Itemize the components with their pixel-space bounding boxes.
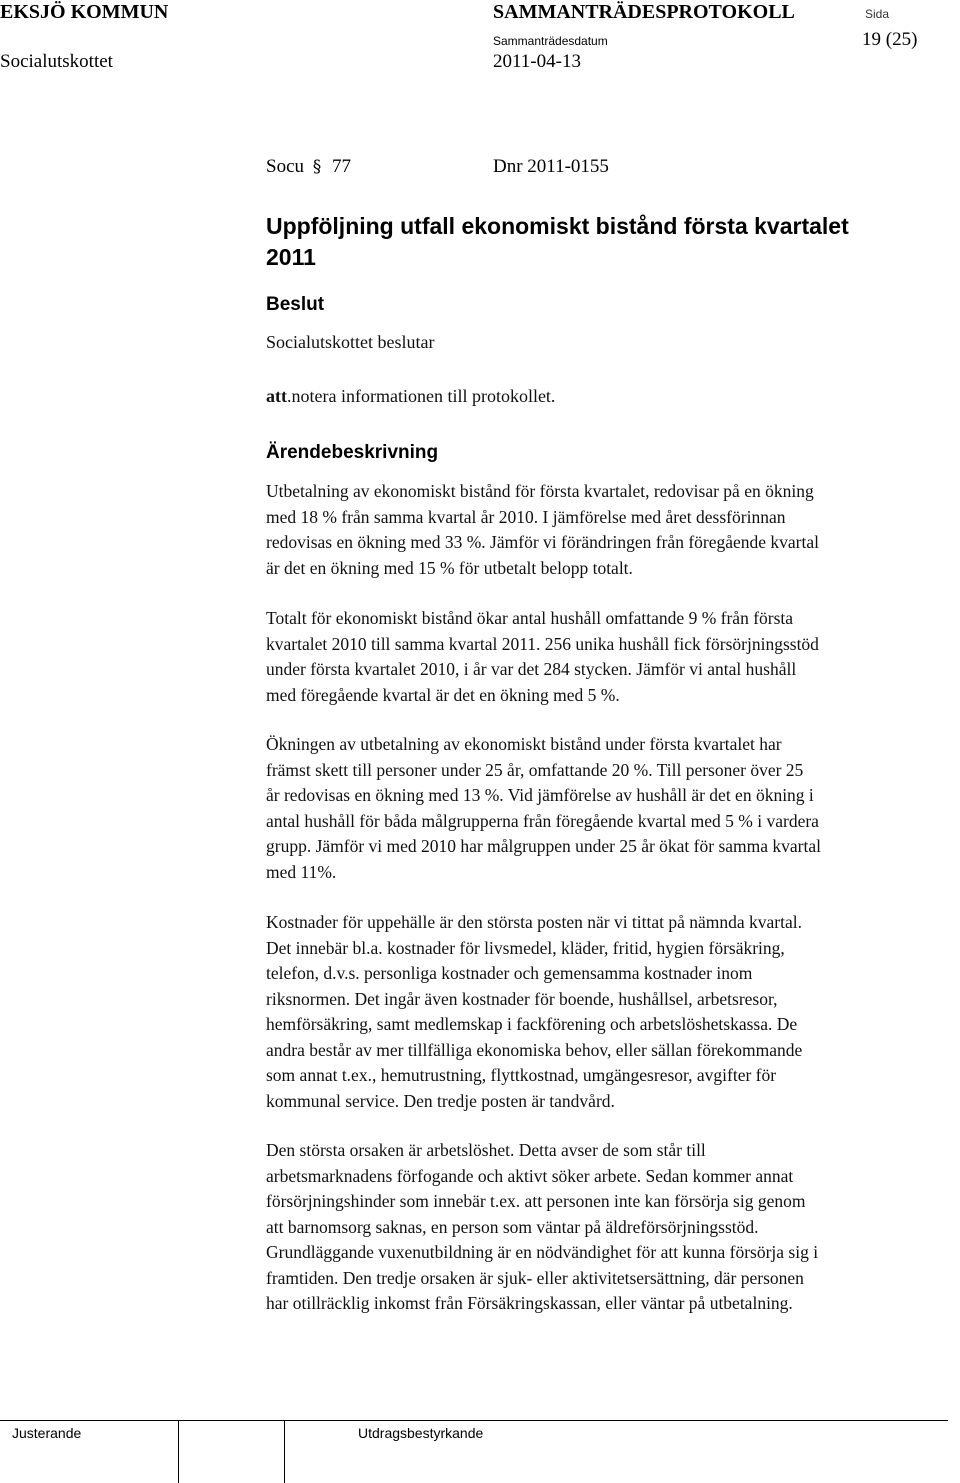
meeting-date: 2011-04-13 bbox=[493, 51, 581, 72]
page-number: 19 (25) bbox=[862, 29, 918, 50]
case-number: Dnr 2011-0155 bbox=[493, 156, 609, 177]
description-heading: Ärendebeskrivning bbox=[266, 442, 439, 463]
signature-box-divider bbox=[284, 1421, 285, 1483]
text-line: som annat t.ex., hemutrustning, flyttkostnad, umgängesresor, avgifter för bbox=[266, 1065, 777, 1085]
text-line: under första kvartalet 2010, i år var det 284 stycken. Jämför vi antal hushåll bbox=[266, 659, 797, 679]
text-line: Totalt för ekonomiskt bistånd ökar antal hushåll omfattande 9 % från första bbox=[266, 608, 794, 628]
text-line: hemförsäkring, samt medlemskap i fackförening och arbetslöshetskassa. De bbox=[266, 1014, 798, 1034]
page-label: Sida bbox=[865, 7, 890, 21]
text-line: framtiden. Den tredje orsaken är sjuk- eller aktivitetsersättning, där personen bbox=[266, 1267, 804, 1288]
text-line: riksnormen. Det ingår även kostnader för boende, hushållsel, arbetsresor, bbox=[266, 988, 778, 1009]
paragraph-prefix: Socu bbox=[266, 156, 304, 177]
document-type: SAMMANTRÄDESPROTOKOLL bbox=[493, 1, 795, 23]
org-name: EKSJÖ KOMMUN bbox=[0, 1, 169, 23]
text-line: år redovisas en ökning med 13 %. Vid jämförelse av hushåll är det en ökning i bbox=[266, 785, 814, 805]
text-line: med 11%. bbox=[266, 861, 337, 882]
signature-box-divider bbox=[178, 1421, 179, 1483]
decision-item-keyword: att bbox=[266, 386, 287, 406]
text-line: Utbetalning av ekonomiskt bistånd för första kvartalet, redovisar på en ökning bbox=[266, 481, 814, 501]
text-line: kommunal service. Den tredje posten är tandvård. bbox=[266, 1090, 615, 1111]
title-line: 2011 bbox=[266, 244, 316, 270]
text-line: kvartalet 2010 till samma kvartal 2011. 256 unika hushåll fick försörjningsstöd bbox=[266, 633, 819, 654]
text-line: redovisas en ökning med 33 %. Jämför vi förändringen från föregående kvartal bbox=[266, 532, 820, 552]
text-line: att barnomsorg saknas, en person som väntar på äldreförsörjningsstöd. bbox=[266, 1216, 759, 1237]
page-title bbox=[266, 211, 849, 273]
description-paragraph-2 bbox=[266, 606, 960, 708]
text-line: antal hushåll för båda målgrupperna från föregående kvartal med 5 % i vardera bbox=[266, 810, 819, 831]
text-line: med föregående kvartal är det en ökning med 5 %. bbox=[266, 684, 620, 705]
text-line: telefon, d.v.s. personliga kostnader och gemensamma kostnader inom bbox=[266, 963, 753, 983]
text-line: Kostnader för uppehälle är den största posten när vi tittat på nämnda kvartal. bbox=[266, 912, 803, 932]
description-paragraph-3 bbox=[266, 732, 960, 885]
description-paragraph-4 bbox=[266, 910, 960, 1114]
decision-item: att.notera informationen till protokollet. bbox=[266, 386, 556, 406]
date-label: Sammanträdesdatum bbox=[493, 34, 608, 48]
committee-name: Socialutskottet bbox=[0, 51, 113, 72]
text-line: Den största orsaken är arbetslöshet. Detta avser de som står till bbox=[266, 1140, 706, 1160]
paragraph-reference bbox=[266, 156, 351, 178]
text-line: med 18 % från samma kvartal år 2010. I jämförelse med året dessförinnan bbox=[266, 506, 786, 527]
footer-signature-label: Justerande bbox=[12, 1425, 82, 1441]
decision-item-text: notera informationen till protokollet. bbox=[291, 386, 556, 406]
text-line: främst skett till personer under 25 år, omfattande 20 %. Till personer över 25 bbox=[266, 759, 804, 780]
text-line: är det en ökning med 15 % för utbetalt belopp totalt. bbox=[266, 557, 633, 578]
text-line: har otillräcklig inkomst från Försäkringskassan, eller väntar på utbetalning. bbox=[266, 1293, 793, 1313]
text-line: försörjningshinder som innebär t.ex. att personen inte kan försörja sig genom bbox=[266, 1191, 806, 1211]
text-line: grupp. Jämför vi med 2010 har målgruppen under 25 år ökat för samma kvartal bbox=[266, 836, 821, 856]
text-line: Ökningen av utbetalning av ekonomiskt bistånd under första kvartalet har bbox=[266, 734, 782, 754]
footer-divider bbox=[0, 1420, 948, 1421]
text-line: Grundläggande vuxenutbildning är en nödvändighet för att kunna försörja sig i bbox=[266, 1242, 819, 1262]
text-line: Det innebär bl.a. kostnader för livsmedel, kläder, fritid, hygien försäkring, bbox=[266, 937, 785, 958]
paragraph-symbol: § bbox=[312, 157, 322, 177]
paragraph-number: 77 bbox=[332, 156, 351, 177]
text-line: arbetsmarknadens förfogande och aktivt söker arbete. Sedan kommer annat bbox=[266, 1165, 794, 1186]
text-line: andra består av mer tillfälliga ekonomiska behov, eller sällan förekommande bbox=[266, 1039, 803, 1060]
decision-heading: Beslut bbox=[266, 294, 325, 315]
description-paragraph-5 bbox=[266, 1138, 960, 1317]
footer-certification-label: Utdragsbestyrkande bbox=[358, 1425, 484, 1441]
title-line: Uppföljning utfall ekonomiskt bistånd första kvartalet bbox=[266, 213, 849, 239]
decision-text: Socialutskottet beslutar bbox=[266, 332, 435, 352]
description-paragraph-1 bbox=[266, 479, 960, 581]
